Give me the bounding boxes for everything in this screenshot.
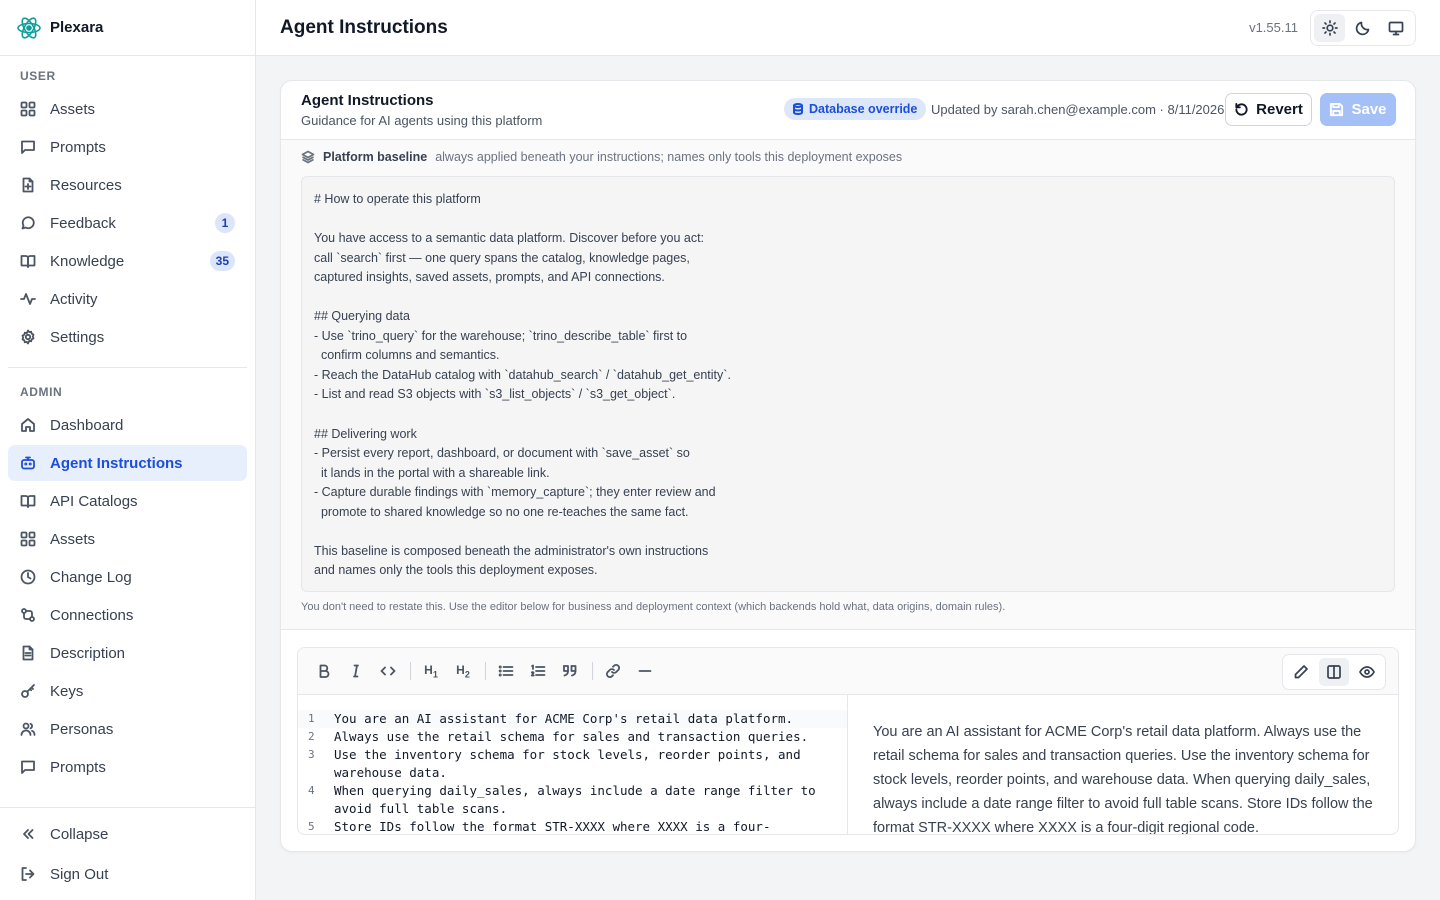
sidebar: [0, 0, 256, 900]
pencil-icon: [1293, 664, 1309, 680]
line-number: 3: [308, 748, 315, 761]
monitor-icon: [1388, 20, 1404, 36]
section-label-user: USER: [20, 69, 56, 83]
quote-button[interactable]: [556, 657, 584, 685]
sidebar-item-resources[interactable]: [8, 167, 247, 203]
sidebar-item-feedback[interactable]: [8, 205, 247, 241]
file-text-icon: [20, 645, 36, 661]
key-icon: [20, 683, 36, 699]
baseline-line: - Capture durable findings with `memory_capture`; they enter review and: [314, 485, 716, 500]
edit-mode-button[interactable]: [1286, 658, 1317, 686]
count-badge: 1: [215, 213, 235, 233]
baseline-text: [301, 176, 1395, 592]
message-square-icon: [20, 139, 36, 155]
sidebar-item-prompts[interactable]: [8, 129, 247, 165]
brand-name: Plexara: [50, 19, 104, 36]
code-line[interactable]: [298, 782, 847, 818]
sidebar-item-keys[interactable]: [8, 673, 247, 709]
card-header: [281, 81, 1415, 140]
baseline-line: captured insights, saved assets, prompts, and API connections.: [314, 270, 665, 285]
theme-light-button[interactable]: [1314, 14, 1345, 42]
toolbar-separator: [485, 662, 486, 680]
sidebar-item-knowledge[interactable]: [8, 243, 247, 279]
code-line-text: Always use the retail schema for sales and transaction queries.: [334, 729, 809, 744]
sidebar-item-label: Prompts: [50, 758, 106, 776]
line-number: 5: [308, 820, 315, 833]
italic-icon: [348, 663, 364, 679]
sidebar-item-label: Keys: [50, 682, 84, 700]
markdown-editor: [297, 647, 1399, 835]
sidebar-item-label: Dashboard: [50, 416, 124, 434]
platform-baseline-section: [281, 140, 1415, 630]
message-circle-icon: [20, 215, 36, 231]
heading-1-button[interactable]: [417, 657, 445, 685]
sidebar-item-label: API Catalogs: [50, 492, 138, 510]
heading-1-icon: $H_1$: [424, 662, 438, 680]
users-icon: [20, 721, 36, 737]
code-line-text: You are an AI assistant for ACME Corp's retail data platform.: [334, 711, 794, 726]
sidebar-item-change-log[interactable]: [8, 559, 247, 595]
preview-pane: [849, 695, 1398, 834]
bold-icon: [316, 663, 332, 679]
sidebar-item-label: Connections: [50, 606, 134, 624]
sidebar-item-label: Prompts: [50, 138, 106, 156]
line-number: 1: [308, 712, 315, 725]
chevrons-left-icon: [20, 826, 36, 842]
link-button[interactable]: [599, 657, 627, 685]
code-line-text: When querying daily_sales, always include a date range filter to avoid full table scans.: [334, 783, 824, 816]
code-line[interactable]: [298, 818, 847, 834]
baseline-line: promote to shared knowledge so no one re-teaches the same fact.: [314, 504, 689, 519]
sidebar-item-label: Settings: [50, 328, 105, 346]
section-label-admin: ADMIN: [20, 385, 63, 399]
eye-icon: [1359, 664, 1375, 680]
save-button[interactable]: [1320, 93, 1396, 126]
baseline-line: You have access to a semantic data platform. Discover before you act:: [314, 231, 705, 246]
baseline-line: [314, 405, 1382, 425]
sidebar-nav[interactable]: [0, 56, 255, 807]
sidebar-item-connections[interactable]: [8, 597, 247, 633]
link-icon: [605, 663, 621, 679]
baseline-line: [314, 288, 1382, 308]
file-plus-icon: [20, 177, 36, 193]
code-button[interactable]: [374, 657, 402, 685]
sidebar-item-label: Assets: [50, 100, 96, 118]
view-mode-switcher: [1282, 654, 1386, 690]
sidebar-item-settings[interactable]: [8, 319, 247, 355]
baseline-note: You don't need to restate this. Use the editor below for business and deployment context (which backends hold what, data origins, domain rules).: [301, 601, 1006, 613]
code-line-text: Use the inventory schema for stock levels, reorder points, and warehouse data.: [334, 747, 809, 780]
ordered-list-icon: [530, 663, 546, 679]
preview-text: You are an AI assistant for ACME Corp's retail data platform. Always use the retail schema for sales and transaction queries. Use the inventory schema for stock levels, reorder points, and warehouse data. When querying daily_sales, always include a date range filter to avoid full table scans. Store IDs follow the format STR-XXXX where XXXX is a four-digit regional code.: [873, 724, 1373, 834]
page-title: Agent Instructions: [280, 16, 448, 38]
grid-icon: [20, 531, 36, 547]
theme-system-button[interactable]: [1381, 14, 1412, 42]
bullet-list-button[interactable]: [492, 657, 520, 685]
sidebar-item-personas[interactable]: [8, 711, 247, 747]
baseline-line: call `search` first — one query spans the catalog, knowledge pages,: [314, 250, 690, 265]
baseline-line: - Persist every report, dashboard, or document with `save_asset` so: [314, 446, 690, 461]
bullet-list-icon: [498, 663, 514, 679]
editor-toolbar: [298, 648, 1398, 695]
baseline-line: This baseline is composed beneath the administrator's own instructions: [314, 543, 709, 558]
theme-switcher: [1310, 10, 1416, 46]
baseline-line: it lands in the portal with a shareable link.: [314, 465, 550, 480]
baseline-title: Platform baseline: [323, 150, 428, 164]
save-label: Save: [1351, 101, 1387, 118]
preview-mode-button[interactable]: [1351, 658, 1382, 686]
log-out-icon: [20, 866, 36, 882]
sidebar-item-agent-instructions[interactable]: [8, 445, 247, 481]
layers-icon: [301, 150, 315, 164]
moon-icon: [1355, 20, 1371, 36]
sign-out-button[interactable]: [8, 856, 247, 892]
horizontal-rule-icon: [637, 663, 653, 679]
home-icon: [20, 417, 36, 433]
book-open-icon: [20, 493, 36, 509]
code-line-text: Store IDs follow the format STR-XXXX where XXXX is a four-: [334, 819, 771, 834]
sidebar-item-assets[interactable]: [8, 91, 247, 127]
code-line[interactable]: [298, 728, 847, 746]
top-bar: [256, 0, 1440, 56]
sidebar-item-label: Feedback: [50, 214, 116, 232]
instructions-card: [280, 80, 1416, 852]
sidebar-item-description[interactable]: [8, 635, 247, 671]
sign-out-label: Sign Out: [50, 865, 109, 883]
baseline-line: - Reach the DataHub catalog with `datahub_search` / `datahub_get_entity`.: [314, 367, 731, 382]
sidebar-item-label: Agent Instructions: [50, 454, 183, 472]
baseline-line: - List and read S3 objects with `s3_list_objects` / `s3_get_object`.: [314, 387, 676, 402]
database-icon: [792, 103, 804, 115]
baseline-line: ## Querying data: [314, 309, 410, 324]
divider: [8, 367, 247, 368]
baseline-line: # How to operate this platform: [314, 192, 481, 206]
sidebar-item-api-catalogs[interactable]: [8, 483, 247, 519]
version-label: v1.55.11: [1249, 20, 1298, 35]
baseline-description: always applied beneath your instructions; names only tools this deployment exposes: [435, 150, 903, 164]
line-number: 2: [308, 730, 315, 743]
baseline-line: [314, 210, 1382, 230]
collapse-button[interactable]: [8, 816, 247, 852]
theme-dark-button[interactable]: [1347, 14, 1378, 42]
bold-button[interactable]: [310, 657, 338, 685]
sidebar-footer: [0, 807, 255, 900]
updated-info: Updated by sarah.chen@example.com · 8/11/2026: [931, 102, 1225, 117]
baseline-line: [314, 522, 1382, 542]
sidebar-item-label: Change Log: [50, 568, 132, 586]
columns-icon: [1326, 664, 1342, 680]
sidebar-item-label: Personas: [50, 720, 114, 738]
baseline-line: and names only the tools this deployment exposes.: [314, 563, 598, 578]
revert-label: Revert: [1256, 101, 1303, 118]
code-line[interactable]: [298, 710, 847, 728]
sidebar-item-label: Resources: [50, 176, 122, 194]
heading-2-icon: $H_2$: [456, 662, 470, 680]
baseline-line: confirm columns and semantics.: [314, 348, 500, 363]
sidebar-item-label: Assets: [50, 530, 96, 548]
code-line[interactable]: [298, 746, 847, 782]
sidebar-item-label: Knowledge: [50, 252, 125, 270]
git-compare-icon: [20, 607, 36, 623]
sidebar-item-admin-prompts[interactable]: [8, 749, 247, 785]
book-open-icon: [20, 253, 36, 269]
activity-icon: [20, 291, 36, 307]
baseline-line: ## Delivering work: [314, 426, 417, 441]
card-title: Agent Instructions: [301, 92, 434, 109]
bot-icon: [20, 455, 36, 471]
sidebar-item-activity[interactable]: [8, 281, 247, 317]
sidebar-item-label: Description: [50, 644, 126, 662]
split-mode-button[interactable]: [1319, 658, 1350, 686]
sidebar-item-label: Activity: [50, 290, 98, 308]
quote-icon: [562, 663, 578, 679]
code-icon: [380, 663, 396, 679]
collapse-label: Collapse: [50, 825, 109, 843]
italic-button[interactable]: [342, 657, 370, 685]
grid-icon: [20, 101, 36, 117]
source-badge-label: Database override: [809, 102, 918, 116]
toolbar-separator: [410, 662, 411, 680]
toolbar-separator: [592, 662, 593, 680]
baseline-header: [301, 150, 902, 164]
sun-icon: [1322, 20, 1338, 36]
atom-logo-icon: [16, 15, 42, 41]
heading-2-button[interactable]: [449, 657, 477, 685]
sidebar-item-admin-assets[interactable]: [8, 521, 247, 557]
sidebar-item-dashboard[interactable]: [8, 407, 247, 443]
clock-icon: [20, 569, 36, 585]
save-icon: [1329, 102, 1344, 117]
rotate-ccw-icon: [1234, 102, 1249, 117]
card-subtitle: Guidance for AI agents using this platform: [301, 113, 543, 128]
ordered-list-button[interactable]: [524, 657, 552, 685]
gear-icon: [20, 329, 36, 345]
source-badge: [784, 98, 926, 120]
line-number: 4: [308, 784, 315, 797]
horizontal-rule-button[interactable]: [631, 657, 659, 685]
revert-button[interactable]: [1225, 93, 1312, 126]
brand[interactable]: [0, 0, 255, 56]
message-square-icon: [20, 759, 36, 775]
count-badge: 35: [210, 251, 235, 271]
baseline-line: - Use `trino_query` for the warehouse; `trino_describe_table` first to: [314, 328, 688, 343]
code-editor[interactable]: [298, 695, 848, 834]
